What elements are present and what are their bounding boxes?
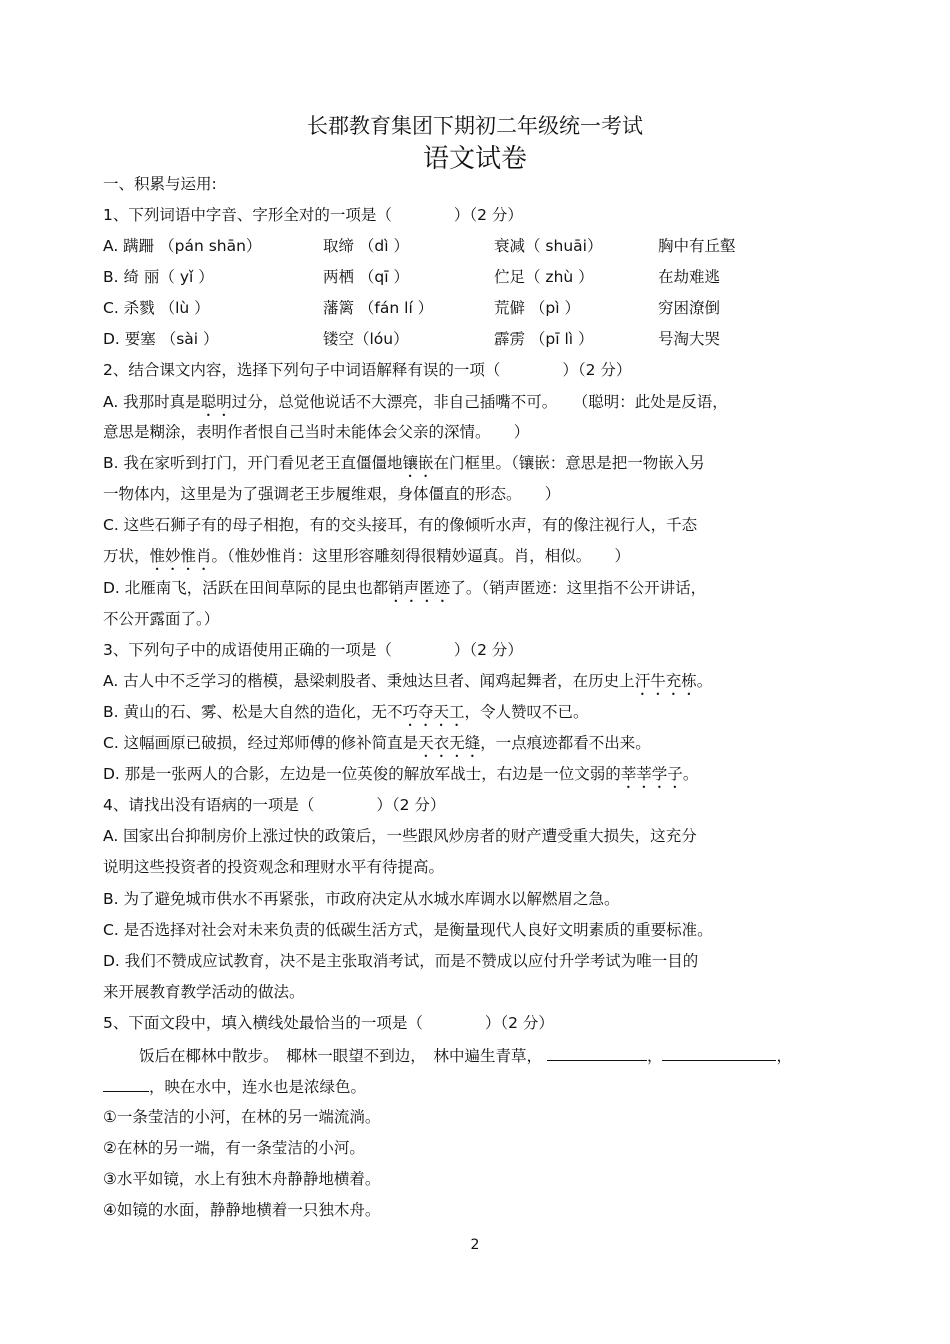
q5-choice-1: ①一条莹洁的小河，在林的另一端流淌。: [103, 1108, 381, 1126]
q2-option-a-cont: 意思是糊涂，表明作者恨自己当时未能体会父亲的深情。 ）: [103, 423, 530, 441]
q4-option-d-cont: 来开展教育教学活动的做法。: [103, 983, 305, 1001]
q1-b-col2: 两栖 （qī ）: [323, 268, 409, 286]
q1-b-col4: 在劫难逃: [658, 268, 721, 286]
q4-option-c: C. 是否选择对社会对未来负责的低碳生活方式，是衡量现代人良好文明素质的重要标准。: [103, 921, 713, 939]
section-heading: 一、积累与运用:: [103, 175, 217, 193]
q4-option-a-cont: 说明这些投资者的投资观念和理财水平有待提高。: [103, 858, 445, 876]
q2-option-d-cont: 不公开露面了。）: [103, 610, 220, 628]
q1-a-col2: 取缔 （dì ）: [323, 237, 409, 255]
q3-d-idiom: 莘莘学子: [620, 765, 683, 783]
q4-option-b: B. 为了避免城市供水不再紧张，市政府决定从水城水库调水以解燃眉之急。: [103, 890, 620, 908]
q1-d-col3: 霹雳 （pī lì ）: [494, 330, 594, 348]
q5-passage-cont: ，映在水中，连水也是浓绿色。: [103, 1075, 366, 1098]
fill-blank-2[interactable]: [662, 1044, 776, 1061]
q2-option-b-cont: 一物体内，这里是为了强调老王步履维艰，身体僵直的形态。 ）: [103, 485, 561, 503]
page-number: 2: [470, 1237, 480, 1253]
q5-choice-2: ②在林的另一端，有一条莹洁的小河。: [103, 1139, 365, 1157]
q1-c-col1: C. 杀戮 （lù ）: [103, 299, 210, 317]
q3-option-d: D. 那是一张两人的合影，左边是一位英俊的解放军战士，右边是一位文弱的莘莘学子。: [103, 765, 699, 783]
q3-stem: 3、下列句子中的成语使用正确的一项是（ ）（2 分）: [103, 641, 523, 659]
q3-option-b: B. 黄山的石、雾、松是大自然的造化，无不巧夺天工，令人赞叹不已。: [103, 703, 589, 721]
q5-choice-4: ④如镜的水面，静静地横着一只独木舟。: [103, 1201, 381, 1219]
q4-stem: 4、请找出没有语病的一项是（ ）（2 分）: [103, 796, 446, 814]
q2-a-keyword: 聪明: [200, 393, 232, 411]
q2-option-d: D. 北雁南飞，活跃在田间草际的昆虫也都销声匿迹了。（销声匿迹：这里指不公开讲话，: [103, 579, 707, 597]
q2-b-keyword: 镶嵌: [402, 454, 434, 472]
q3-a-idiom: 汗牛充栋: [634, 672, 697, 690]
q3-b-idiom: 巧夺天工: [402, 703, 465, 721]
q1-d-col1: D. 要塞 （sài ）: [103, 330, 219, 348]
q1-b-col3: 伫足（ zhù ）: [494, 268, 594, 286]
q3-c-idiom: 天衣无缝: [418, 734, 481, 752]
q1-stem: 1、下列词语中字音、字形全对的一项是（ ）（2 分）: [103, 206, 523, 224]
q1-a-col3: 衰减（ shuāi）: [494, 237, 603, 255]
q1-d-col2: 镂空（lóu）: [323, 330, 409, 348]
q3-option-c: C. 这幅画原已破损，经过郑师傅的修补简直是天衣无缝，一点痕迹都看不出来。: [103, 734, 651, 752]
q1-d-col4: 号淘大哭: [658, 330, 721, 348]
q1-c-col2: 藩篱 （fán lí ）: [323, 299, 434, 317]
q5-passage: 饭后在椰林中散步。 椰林一眼望不到边， 林中遍生青草， ， ，: [139, 1044, 792, 1067]
q5-stem: 5、下面文段中，填入横线处最恰当的一项是（ ）（2 分）: [103, 1014, 554, 1032]
fill-blank-3[interactable]: [103, 1075, 149, 1092]
q2-c-keyword: 惟妙惟肖: [149, 547, 212, 565]
q2-option-a: A. 我那时真是聪明过分，总觉他说话不大漂亮，非自己插嘴不可。 （聪明：此处是反语，: [103, 393, 728, 411]
q1-c-col4: 穷困潦倒: [658, 299, 721, 317]
q2-stem: 2、结合课文内容，选择下列句子中词语解释有误的一项（ ）（2 分）: [103, 361, 632, 379]
q5-choice-3: ③水平如镜，水上有独木舟静静地横着。: [103, 1170, 381, 1188]
q2-d-keyword: 销声匿迹: [388, 579, 451, 597]
exam-title: 长郡教育集团下期初二年级统一考试: [307, 114, 643, 138]
q4-option-d: D. 我们不赞成应试教育，决不是主张取消考试，而是不赞成以应付升学考试为唯一目的: [103, 952, 699, 970]
q2-option-b: B. 我在家听到打门，开门看见老王直僵僵地镶嵌在门框里。（镶嵌：意思是把一物嵌入另: [103, 454, 705, 472]
q1-c-col3: 荒僻 （pì ）: [494, 299, 580, 317]
q4-option-a: A. 国家出台抑制房价上涨过快的政策后，一些跟风炒房者的财产遭受重大损失，这充分: [103, 827, 697, 845]
q2-option-c-cont: 万状，惟妙惟肖。（惟妙惟肖：这里形容雕刻得很精妙逼真。肖，相似。 ）: [103, 547, 631, 565]
q1-a-col1: A. 蹒跚 （pán shān）: [103, 237, 262, 255]
q3-option-a: A. 古人中不乏学习的楷模，悬梁刺股者、秉烛达旦者、闻鸡起舞者，在历史上汗牛充栋。: [103, 672, 713, 690]
exam-subtitle: 语文试卷: [422, 144, 527, 174]
q1-a-col4: 胸中有丘壑: [658, 237, 736, 255]
fill-blank-1[interactable]: [547, 1044, 647, 1061]
q1-b-col1: B. 绮 丽（ yǐ ）: [103, 268, 214, 286]
q2-option-c: C. 这些石狮子有的母子相抱，有的交头接耳，有的像倾听水声，有的像注视行人，千态: [103, 516, 698, 534]
